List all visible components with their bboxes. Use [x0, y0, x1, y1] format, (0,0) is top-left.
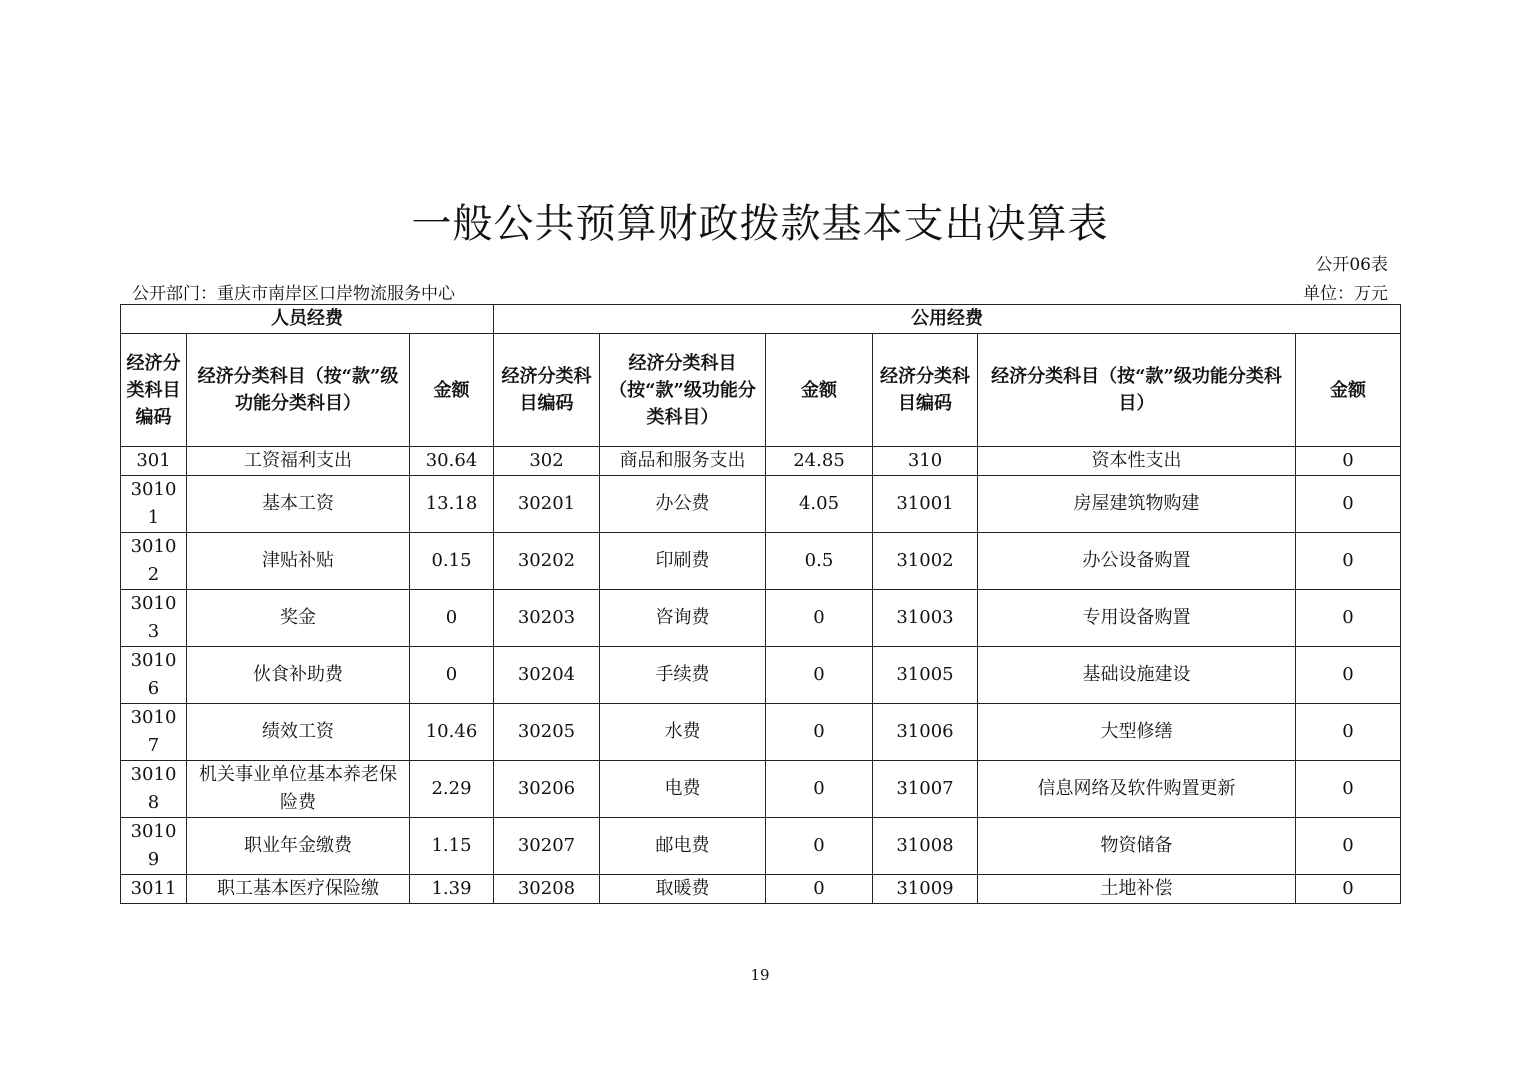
col-header-public-amount-b: 金额: [1296, 334, 1401, 447]
cell-public-amount-b: 0: [1296, 447, 1401, 476]
cell-public-amount-b: 0: [1296, 875, 1401, 904]
col-header-public-amount-a: 金额: [766, 334, 873, 447]
col-header-public-name-a: 经济分类科目（按“款”级功能分类科目）: [600, 334, 766, 447]
cell-public-code-a: 30206: [494, 761, 600, 818]
cell-public-code-a: 30207: [494, 818, 600, 875]
cell-personnel-name: 基本工资: [187, 476, 410, 533]
table-row: [121, 875, 1401, 904]
cell-public-name-b: 办公设备购置: [978, 533, 1296, 590]
cell-personnel-code: 30106: [121, 647, 187, 704]
cell-personnel-amount: 10.46: [410, 704, 494, 761]
cell-public-amount-b: 0: [1296, 761, 1401, 818]
cell-public-amount-b: 0: [1296, 818, 1401, 875]
cell-public-amount-a: 0.5: [766, 533, 873, 590]
cell-personnel-code: 30101: [121, 476, 187, 533]
cell-public-name-b: 专用设备购置: [978, 590, 1296, 647]
group-header-public: 公用经费: [494, 305, 1401, 334]
column-header-row: [121, 334, 1401, 447]
cell-public-name-a: 取暖费: [600, 875, 766, 904]
cell-personnel-amount: 0: [410, 647, 494, 704]
table-row: [121, 704, 1401, 761]
cell-public-code-a: 302: [494, 447, 600, 476]
cell-public-name-a: 咨询费: [600, 590, 766, 647]
group-header-row: [121, 305, 1401, 334]
cell-public-code-a: 30201: [494, 476, 600, 533]
cell-public-amount-b: 0: [1296, 533, 1401, 590]
cell-personnel-amount: 13.18: [410, 476, 494, 533]
cell-public-code-b: 31002: [873, 533, 978, 590]
cell-personnel-name: 机关事业单位基本养老保险费: [187, 761, 410, 818]
col-header-personnel-amount: 金额: [410, 334, 494, 447]
cell-public-code-a: 30202: [494, 533, 600, 590]
table-row: [121, 476, 1401, 533]
cell-public-name-a: 印刷费: [600, 533, 766, 590]
table-row: [121, 647, 1401, 704]
table-row: [121, 818, 1401, 875]
cell-public-amount-a: 0: [766, 704, 873, 761]
cell-public-amount-a: 24.85: [766, 447, 873, 476]
table-number: 公开06表: [1315, 255, 1388, 275]
col-header-personnel-name: 经济分类科目（按“款”级功能分类科目）: [187, 334, 410, 447]
cell-public-code-b: 310: [873, 447, 978, 476]
col-header-public-name-b: 经济分类科目（按“款”级功能分类科目）: [978, 334, 1296, 447]
table-row: [121, 447, 1401, 476]
cell-public-code-b: 31005: [873, 647, 978, 704]
cell-public-amount-b: 0: [1296, 590, 1401, 647]
cell-public-name-a: 邮电费: [600, 818, 766, 875]
col-header-public-code-a: 经济分类科目编码: [494, 334, 600, 447]
cell-personnel-name: 绩效工资: [187, 704, 410, 761]
cell-personnel-name: 奖金: [187, 590, 410, 647]
cell-public-amount-a: 0: [766, 647, 873, 704]
cell-public-code-b: 31006: [873, 704, 978, 761]
department-label: 公开部门：重庆市南岸区口岸物流服务中心: [132, 284, 455, 304]
cell-personnel-code: 30109: [121, 818, 187, 875]
cell-public-name-a: 办公费: [600, 476, 766, 533]
cell-public-name-b: 资本性支出: [978, 447, 1296, 476]
cell-public-code-b: 31009: [873, 875, 978, 904]
cell-public-amount-a: 0: [766, 761, 873, 818]
cell-public-name-a: 商品和服务支出: [600, 447, 766, 476]
cell-personnel-amount: 1.39: [410, 875, 494, 904]
cell-public-name-b: 物资储备: [978, 818, 1296, 875]
cell-personnel-code: 30107: [121, 704, 187, 761]
budget-table: [120, 304, 1401, 904]
cell-public-name-b: 信息网络及软件购置更新: [978, 761, 1296, 818]
cell-public-name-b: 土地补偿: [978, 875, 1296, 904]
group-header-personnel: 人员经费: [121, 305, 494, 334]
cell-personnel-name: 职业年金缴费: [187, 818, 410, 875]
cell-public-name-b: 基础设施建设: [978, 647, 1296, 704]
cell-personnel-code: 3011: [121, 875, 187, 904]
cell-public-amount-b: 0: [1296, 704, 1401, 761]
cell-public-amount-b: 0: [1296, 476, 1401, 533]
cell-public-code-b: 31001: [873, 476, 978, 533]
cell-public-amount-a: 0: [766, 590, 873, 647]
cell-public-amount-a: 0: [766, 875, 873, 904]
cell-public-amount-a: 0: [766, 818, 873, 875]
cell-personnel-code: 301: [121, 447, 187, 476]
cell-personnel-name: 工资福利支出: [187, 447, 410, 476]
cell-public-code-a: 30203: [494, 590, 600, 647]
cell-personnel-amount: 0: [410, 590, 494, 647]
table-row: [121, 761, 1401, 818]
col-header-public-code-b: 经济分类科目编码: [873, 334, 978, 447]
cell-public-code-a: 30205: [494, 704, 600, 761]
table-row: [121, 590, 1401, 647]
cell-public-code-b: 31008: [873, 818, 978, 875]
unit-label: 单位：万元: [1303, 284, 1388, 304]
cell-public-name-a: 水费: [600, 704, 766, 761]
cell-public-amount-b: 0: [1296, 647, 1401, 704]
cell-personnel-amount: 30.64: [410, 447, 494, 476]
cell-personnel-code: 30103: [121, 590, 187, 647]
cell-public-code-a: 30208: [494, 875, 600, 904]
cell-public-name-b: 房屋建筑物购建: [978, 476, 1296, 533]
cell-public-name-b: 大型修缮: [978, 704, 1296, 761]
cell-public-code-b: 31007: [873, 761, 978, 818]
cell-personnel-name: 职工基本医疗保险缴: [187, 875, 410, 904]
col-header-personnel-code: 经济分类科目编码: [121, 334, 187, 447]
cell-personnel-code: 30108: [121, 761, 187, 818]
cell-public-amount-a: 4.05: [766, 476, 873, 533]
cell-personnel-name: 津贴补贴: [187, 533, 410, 590]
page-number: 19: [750, 966, 770, 984]
cell-personnel-name: 伙食补助费: [187, 647, 410, 704]
document-title: 一般公共预算财政拨款基本支出决算表: [411, 201, 1109, 247]
cell-public-code-a: 30204: [494, 647, 600, 704]
cell-public-code-b: 31003: [873, 590, 978, 647]
cell-personnel-amount: 0.15: [410, 533, 494, 590]
table-row: [121, 533, 1401, 590]
cell-public-name-a: 电费: [600, 761, 766, 818]
cell-personnel-code: 30102: [121, 533, 187, 590]
cell-personnel-amount: 2.29: [410, 761, 494, 818]
cell-public-name-a: 手续费: [600, 647, 766, 704]
cell-personnel-amount: 1.15: [410, 818, 494, 875]
